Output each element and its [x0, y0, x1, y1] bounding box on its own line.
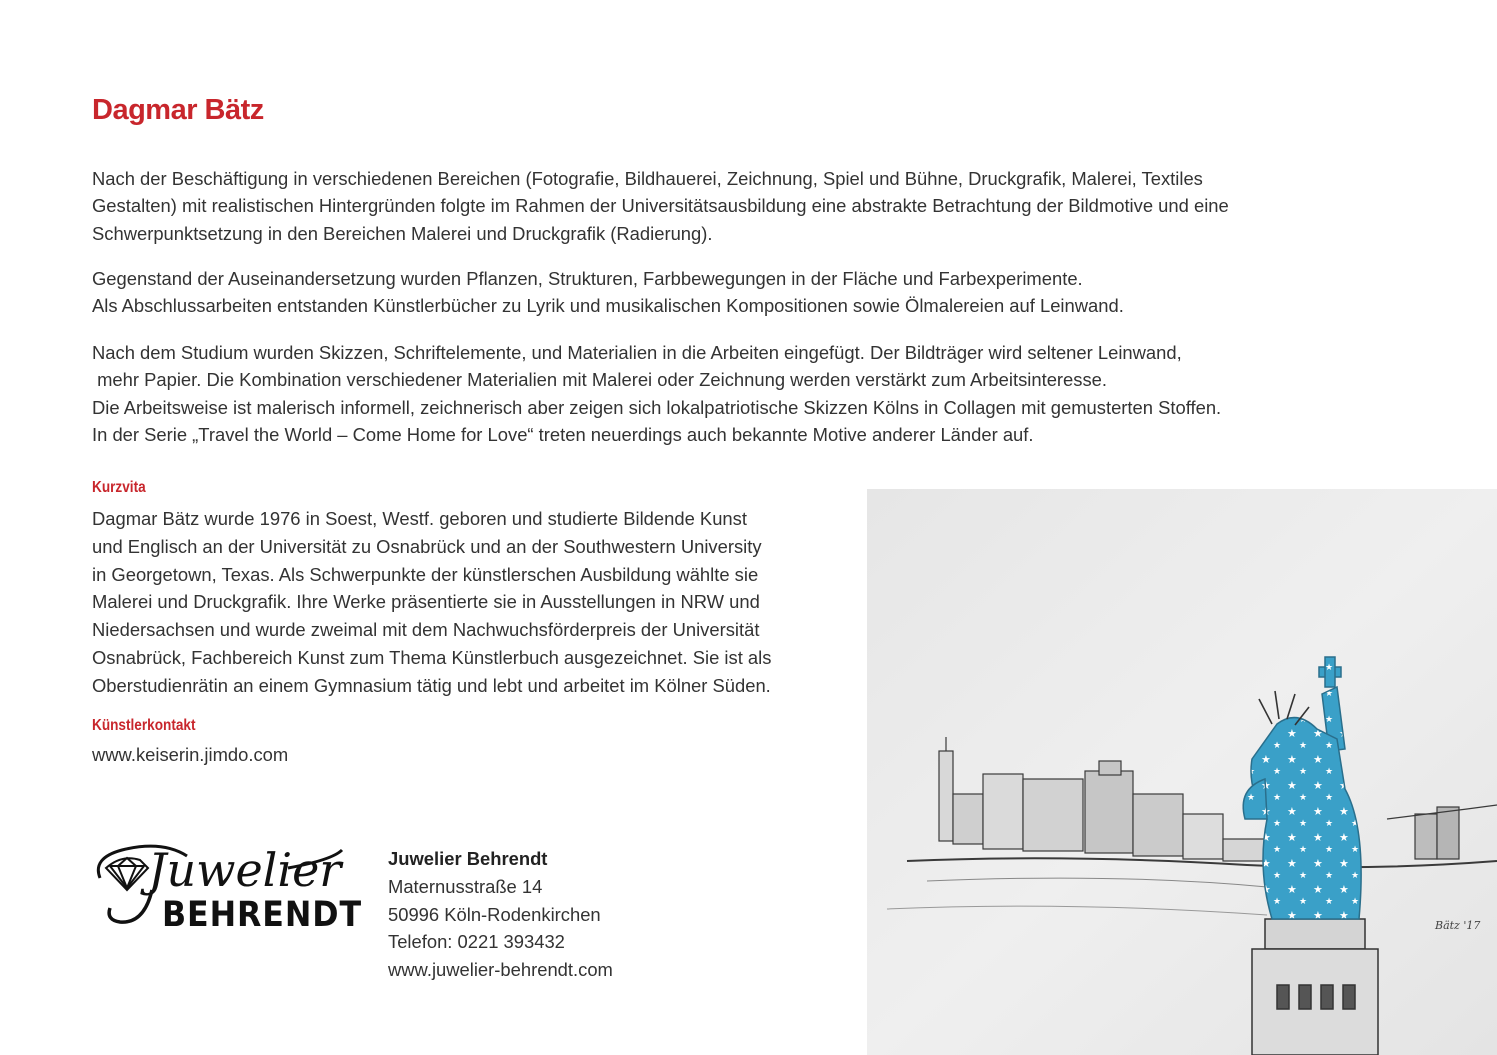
intro-paragraph-3 — [92, 339, 1382, 448]
text-line: Nach der Beschäftigung in verschiedenen Bereichen (Fotografie, Bildhauerei, Zeichnung, Spiel und Bühne, Druckgrafik, Malerei, Textiles — [92, 168, 1203, 189]
sponsor-name: Juwelier Behrendt — [388, 848, 548, 869]
text-line: Die Arbeitsweise ist malerisch informell, zeichnerisch aber zeigen sich lokalpatriotische Skizzen Kölns in Collagen mit gemusterten Stoffen. — [92, 396, 1222, 418]
sponsor-street: Maternusstraße 14 — [388, 875, 543, 897]
logo-block-text: BEHRENDT — [162, 895, 362, 933]
text-line: Nach dem Studium wurden Skizzen, Schriftelemente, und Materialien in die Arbeiten eingefügt. Der Bildträger wird seltener Leinwand, — [92, 342, 1182, 363]
text-line: und Englisch an der Universität zu Osnabrück und an der Southwestern University — [92, 535, 762, 557]
kurzvita-heading: Kurzvita — [92, 479, 146, 496]
sponsor-website-link[interactable]: www.juwelier-behrendt.com — [388, 959, 613, 981]
kontakt-heading: Künstlerkontakt — [92, 717, 196, 734]
page-title: Dagmar Bätz — [92, 94, 264, 126]
intro-paragraph-2 — [92, 265, 1382, 320]
artwork-statue-of-liberty — [867, 489, 1497, 1055]
intro-paragraph-1 — [92, 165, 1382, 247]
pedestal-sketch — [1252, 919, 1378, 1055]
diamond-icon — [106, 858, 148, 890]
paper-background — [867, 489, 1497, 1055]
text-line: Oberstudienrätin an einem Gymnasium tätig und lebt und arbeitet im Kölner Süden. — [92, 674, 771, 696]
text-line: Gegenstand der Auseinandersetzung wurden Pflanzen, Strukturen, Farbbewegungen in der Fläche und Farbexperimente. — [92, 268, 1083, 289]
text-line: Osnabrück, Fachbereich Kunst zum Thema Künstlerbuch ausgezeichnet. Sie ist als — [92, 646, 772, 668]
text-line: Dagmar Bätz wurde 1976 in Soest, Westf. geboren und studierte Bildende Kunst — [92, 508, 747, 529]
text-line: Niedersachsen und wurde zweimal mit dem Nachwuchsförderpreis der Universität — [92, 619, 760, 641]
text-line: Schwerpunktsetzung in den Bereichen Malerei und Druckgrafik (Radierung). — [92, 222, 713, 244]
text-line: In der Serie „Travel the World – Come Home for Love“ treten neuerdings auch bekannte Motive anderer Länder auf. — [92, 423, 1034, 445]
text-line: Gestalten) mit realistischen Hintergründen folgte im Rahmen der Universitätsausbildung eine abstrakte Betrachtung der Bildmotive und eine — [92, 195, 1229, 217]
artist-website-link[interactable]: www.keiserin.jimdo.com — [92, 744, 289, 765]
logo-script-text: Juwelier — [148, 843, 342, 897]
text-line: in Georgetown, Texas. Als Schwerpunkte der künstlerschen Ausbildung wählte sie — [92, 563, 759, 585]
sponsor-address — [388, 845, 613, 984]
juwelier-behrendt-logo — [92, 838, 367, 933]
sponsor-phone: Telefon: 0221 393432 — [388, 931, 565, 953]
text-line: Malerei und Druckgrafik. Ihre Werke präsentierte sie in Ausstellungen in NRW und — [92, 591, 760, 613]
text-line: mehr Papier. Die Kombination verschiedener Materialien mit Malerei oder Zeichnung werden verstärkt zum Arbeitsinteresse. — [92, 369, 1108, 391]
sponsor-city: 50996 Köln-Rodenkirchen — [388, 903, 601, 925]
artist-signature: Bätz '17 — [1435, 919, 1481, 932]
text-line: Als Abschlussarbeiten entstanden Künstlerbücher zu Lyrik und musikalischen Kompositionen sowie Ölmalereien auf Leinwand. — [92, 295, 1124, 317]
kurzvita-text — [92, 505, 852, 700]
